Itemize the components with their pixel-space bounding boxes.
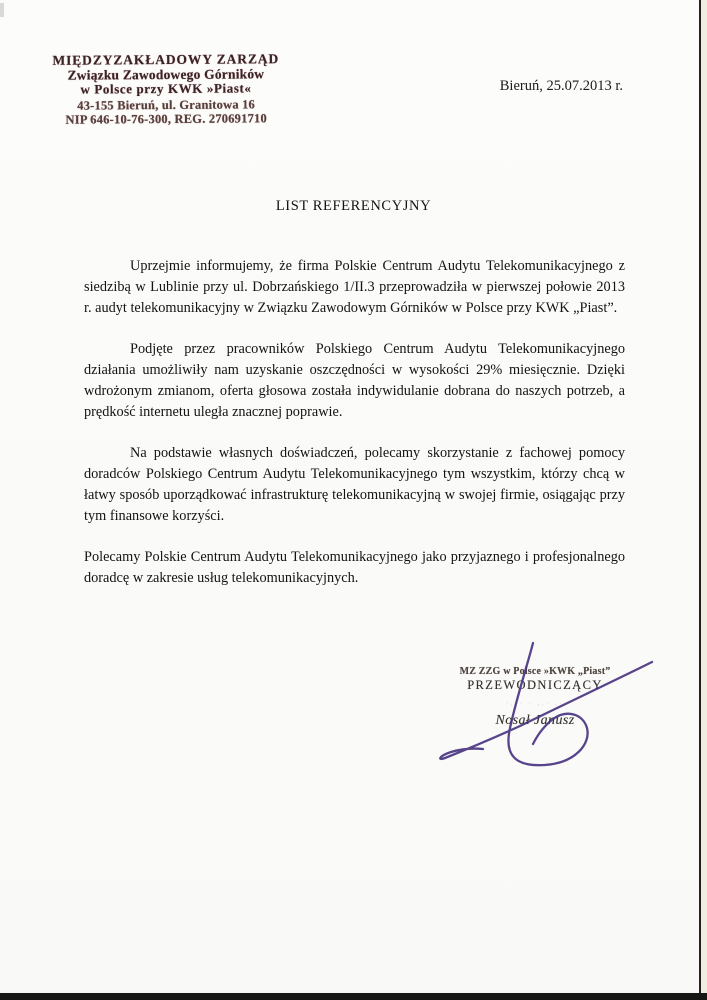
signature-role-stamp: PRZEWODNICZĄCY [467, 678, 603, 692]
letterhead-stamp [38, 51, 295, 127]
paragraph-1: Uprzejmie informujemy, że firma Polskie Centrum Audytu Telekomunikacyjnego z siedzibą w Lublinie przy ul. Dobrzańskiego 1/II.3 przeprowadziła w pierwszej połowie 2013 r. audyt telekomunikacyjny w Związku Zawodowym Górników w Polsce przy KWK „Piast”. [84, 258, 625, 316]
letterhead-org-line3: w Polsce przy KWK »Piast« [80, 80, 252, 97]
dateline: Bieruń, 25.07.2013 r. [499, 78, 623, 94]
signature-org-stamp: MZ ZZG w Polsce »KWK „Piast” [459, 666, 611, 677]
letterhead-org-line2: Związku Zawodowego Górników [67, 66, 265, 83]
document-title: LIST REFERENCYJNY [275, 198, 432, 214]
signature-faint-marks: ˙··˙ ˙ ··˙ ·˙ [505, 701, 565, 710]
paragraph-4: Polecamy Polskie Centrum Audytu Telekomunikacyjnego jako przyjaznego i profesjonalnego doradcę w zakresie usług telekomunikacyjnych. [84, 549, 625, 586]
scan-edge-bottom [0, 993, 707, 1000]
letterhead-org-name: MIĘDZYZAKŁADOWY ZARZĄD [52, 51, 280, 68]
letterhead-address: 43-155 Bieruń, ul. Granitowa 16 [77, 97, 256, 113]
signatory-name: Nosał Janusz [495, 713, 575, 728]
scan-strip-right [701, 0, 707, 1000]
scan-artifact-topleft [0, 3, 4, 17]
signature-block [426, 666, 644, 729]
scan-edge-right [699, 0, 701, 1000]
paragraph-2: Podjęte przez pracowników Polskiego Centrum Audytu Telekomunikacyjnego działania umożliwiły nam uzyskanie oszczędności w wysokości 29% miesięcznie. Dzięki wdrożonym zmianom, oferta głosowa została indywidulanie dobrana do naszych potrzeb, a prędkość internetu uległa znacznej poprawie. [84, 341, 625, 420]
paragraph-3: Na podstawie własnych doświadczeń, polecamy skorzystanie z fachowej pomocy doradców Polskiego Centrum Audytu Telekomunikacyjnego tym wszystkim, którzy chcą w łatwy sposób uporządkować infrastrukturę telekomunikacyjną w swojej firmie, osiągając przy tym finansowe korzyści. [84, 445, 625, 524]
letter-body [84, 256, 625, 609]
letterhead-nip-regon: NIP 646-10-76-300, REG. 270691710 [65, 111, 267, 127]
